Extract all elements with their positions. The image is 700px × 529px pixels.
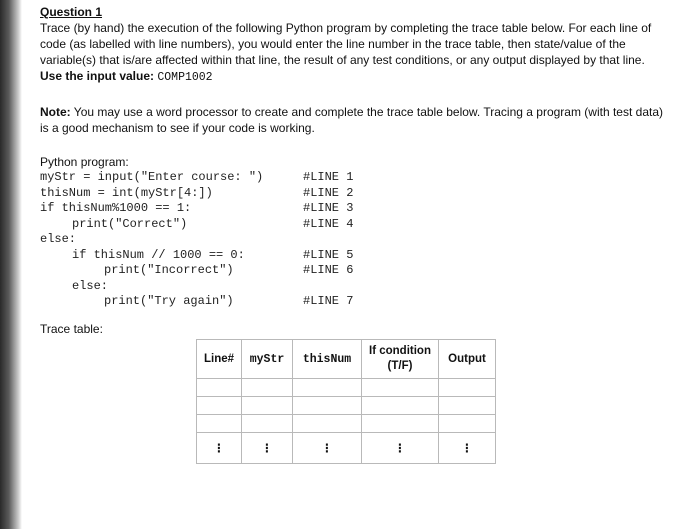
table-cell[interactable] [242,415,293,433]
table-row [197,415,496,433]
code-line: thisNum = int(myStr[4:]) #LINE 2 [40,185,354,200]
code-line: print("Try again") #LINE 7 [104,294,354,308]
table-row [197,379,496,397]
header-mystr: myStr [242,340,293,379]
table-cell[interactable] [362,415,439,433]
page-edge-shadow [0,0,22,529]
code-line: else: [72,278,109,293]
table-cell[interactable] [197,397,242,415]
question-instructions: Trace (by hand) the execution of the following Python program by completing the trace table below. For each line of code (as labelled with line numbers), you would enter the line number in the trace table, then state/value of the variable(s) that is/are affected within that line, the result of any test conditions, or any output displayed by that line. Use the input value: COMP1002 [40,21,652,84]
input-label: Use the input value: [40,69,155,83]
table-cell[interactable] [362,397,439,415]
header-output: Output [439,340,496,379]
continuation-row [197,433,496,464]
table-cell[interactable] [242,379,293,397]
program-label: Python program: [40,155,129,169]
code-line: print("Incorrect") #LINE 6 [104,263,354,277]
table-cell[interactable] [293,397,362,415]
table-cell[interactable] [439,397,496,415]
document-page [40,4,670,310]
table-cell[interactable] [293,415,362,433]
ellipsis-cell: ⋮ [362,433,439,464]
header-line: Line# [197,340,242,379]
table-cell[interactable] [197,415,242,433]
table-cell[interactable] [362,379,439,397]
ellipsis-cell: ⋮ [242,433,293,464]
code-line: myStr = input("Enter course: ") #LINE 1 [40,170,354,184]
table-cell[interactable] [439,415,496,433]
table-cell[interactable] [293,379,362,397]
table-cell[interactable] [242,397,293,415]
question-title: Question 1 [40,5,103,19]
note-label: Note: [40,105,71,119]
header-thisnum: thisNum [293,340,362,379]
trace-table-label: Trace table: [40,322,103,336]
ellipsis-cell: ⋮ [439,433,496,464]
header-if-condition: If condition (T/F) [362,340,439,379]
note-paragraph: Note: You may use a word processor to create and complete the trace table below. Tracing a program (with test data) is a good mechanism to see if your code is working. [40,105,663,135]
code-line: if thisNum // 1000 == 0: #LINE 5 [72,247,354,262]
ellipsis-cell: ⋮ [293,433,362,464]
trace-table [196,339,496,464]
code-line: print("Correct") #LINE 4 [72,216,354,231]
table-cell[interactable] [439,379,496,397]
input-value: COMP1002 [157,71,213,84]
code-line: if thisNum%1000 == 1: #LINE 3 [40,201,354,215]
trace-header-row [197,340,496,379]
table-cell[interactable] [197,379,242,397]
code-block [40,170,670,310]
code-line: else: [40,232,77,246]
table-row [197,397,496,415]
ellipsis-cell: ⋮ [197,433,242,464]
